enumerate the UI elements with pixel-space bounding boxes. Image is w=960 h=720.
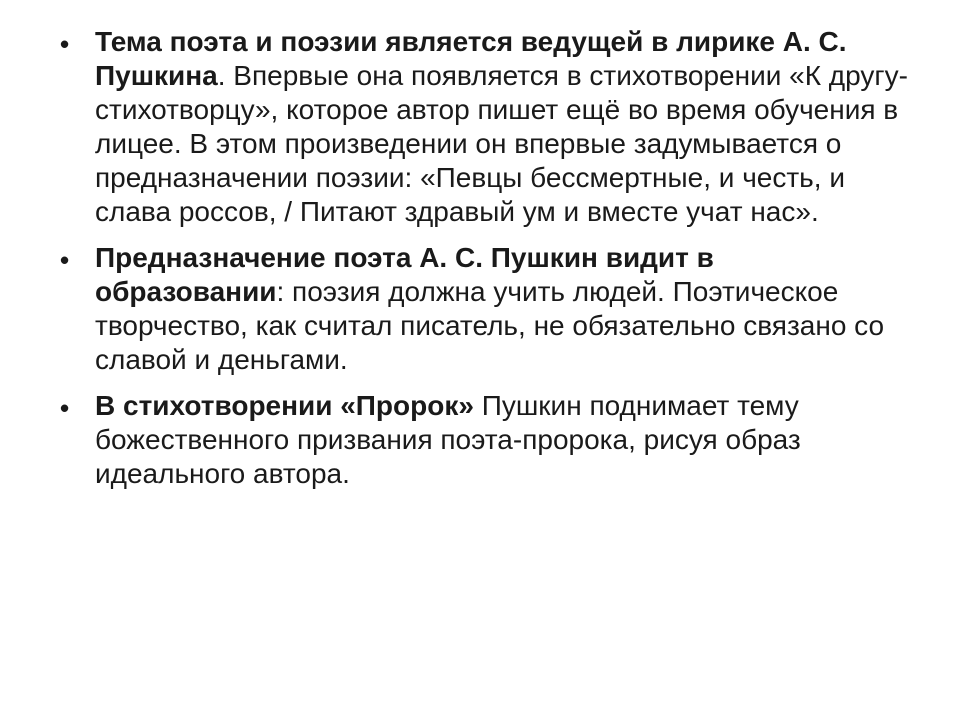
bullet-1-text: . Впервые она появляется в стихотворении «К другу-стихотворцу», которое автор пишет ещё во время обучения в лицее. В этом произведении он впервые задумывается о предназначении поэзии: «Певцы бессмертные, и честь, и слава россов, / Питают здравый ум и вместе учат нас». [95,60,908,227]
bullet-dot-icon: • [60,393,70,423]
bullet-3-bold-text: В стихотворении «Пророк» [95,390,474,421]
bullet-list [60,25,910,491]
bullet-item-2 [60,241,910,377]
bullet-dot-icon: • [60,29,70,59]
bullet-item-1 [60,25,910,229]
bullet-3-text: Пушкин поднимает тему божественного призвания поэта-пророка, рисуя образ идеального автора. [95,390,801,489]
bullet-item-3 [60,389,910,491]
bullet-1-bold-text: Тема поэта и поэзии является ведущей в лирике А. С. Пушкина [95,26,847,91]
bullet-dot-icon: • [60,245,70,275]
bullet-2-text: : поэзия должна учить людей. Поэтическое творчество, как считал писатель, не обязательно связано со славой и деньгами. [95,276,885,375]
bullet-2-bold-text: Предназначение поэта А. С. Пушкин видит в образовании [95,242,714,307]
